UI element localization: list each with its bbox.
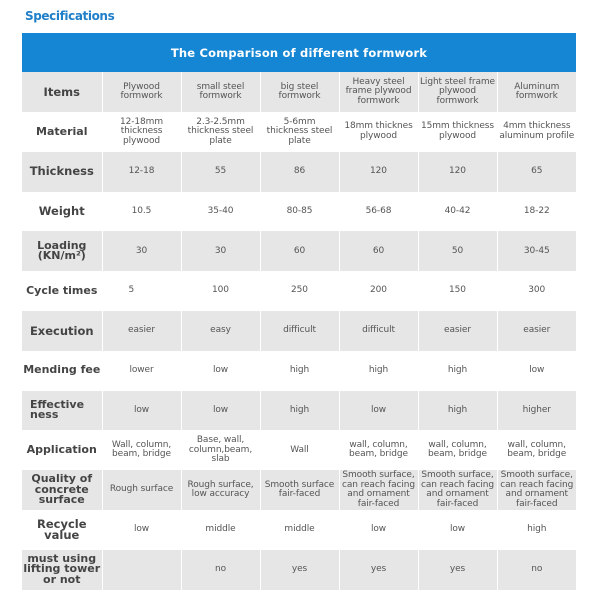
table-cell: 12-18mm thickness plywood (102, 112, 181, 152)
table-cell: high (260, 391, 339, 431)
table-cell: 30 (181, 231, 260, 271)
table-cell: 65 (497, 152, 576, 192)
table-cell: middle (181, 510, 260, 550)
row-label: Quality of concrete surface (22, 470, 102, 510)
table-cell: higher (497, 391, 576, 431)
table-cell: 120 (418, 152, 497, 192)
table-cell: easy (181, 311, 260, 351)
table-cell: low (181, 351, 260, 391)
table-cell: 200 (339, 271, 418, 311)
table-cell: 80-85 (260, 192, 339, 232)
table-cell: high (339, 351, 418, 391)
table-cell: low (497, 351, 576, 391)
table-cell: 10.5 (102, 192, 181, 232)
table-cell: high (260, 351, 339, 391)
table-cell: 30-45 (497, 231, 576, 271)
table-cell: low (339, 391, 418, 431)
table-cell: 4mm thickness aluminum profile (497, 112, 576, 152)
row-label: Execution (22, 311, 102, 351)
table-cell: wall, column, beam, bridge (339, 430, 418, 470)
row-label: Mending fee (22, 351, 102, 391)
formwork-table (22, 72, 576, 590)
table-cell: low (181, 391, 260, 431)
table-title: The Comparison of different formwork (22, 33, 576, 72)
table-cell: 30 (102, 231, 181, 271)
table-cell: 40-42 (418, 192, 497, 232)
row-label: must using lifting tower or not (22, 550, 102, 590)
row-label: Cycle times (22, 271, 102, 311)
table-row-cycle-times (22, 271, 576, 311)
table-cell: no (181, 550, 260, 590)
column-header: small steel formwork (181, 72, 260, 112)
table-cell: 86 (260, 152, 339, 192)
table-cell: yes (418, 550, 497, 590)
row-label: Effective ness (22, 391, 102, 431)
table-cell: 60 (260, 231, 339, 271)
table-cell: easier (418, 311, 497, 351)
table-row-execution (22, 311, 576, 351)
column-header: big steel formwork (260, 72, 339, 112)
table-cell: 150 (418, 271, 497, 311)
header-row (22, 72, 576, 112)
table-cell: wall, column, beam, bridge (497, 430, 576, 470)
table-cell (102, 550, 181, 590)
table-cell: easier (102, 311, 181, 351)
table-cell: Base, wall, column,beam, slab (181, 430, 260, 470)
table-row-material (22, 112, 576, 152)
table-cell: 60 (339, 231, 418, 271)
column-header: Aluminum formwork (497, 72, 576, 112)
table-cell: 15mm thickness plywood (418, 112, 497, 152)
table-cell: Smooth surface, can reach facing and ornament fair-faced (497, 470, 576, 510)
table-cell: 35-40 (181, 192, 260, 232)
column-header: Light steel frame plywood formwork (418, 72, 497, 112)
table-cell: 5 (102, 271, 181, 311)
table-cell: 12-18 (102, 152, 181, 192)
table-row-application (22, 430, 576, 470)
table-cell: 250 (260, 271, 339, 311)
row-label: Recycle value (22, 510, 102, 550)
table-row-lifting-tower (22, 550, 576, 590)
table-row-quality (22, 470, 576, 510)
column-header: Heavy steel frame plywood formwork (339, 72, 418, 112)
column-header: Plywood formwork (102, 72, 181, 112)
table-cell: easier (497, 311, 576, 351)
table-cell: lower (102, 351, 181, 391)
row-label: Weight (22, 192, 102, 232)
header-items-label: Items (22, 72, 102, 112)
table-row-mending-fee (22, 351, 576, 391)
table-row-loading (22, 231, 576, 271)
table-cell: low (418, 510, 497, 550)
table-cell: Smooth surface fair-faced (260, 470, 339, 510)
table-cell: 18-22 (497, 192, 576, 232)
table-cell: yes (260, 550, 339, 590)
table-cell: 56-68 (339, 192, 418, 232)
table-cell: Smooth surface, can reach facing and ornament fair-faced (418, 470, 497, 510)
table-cell: Rough surface, low accuracy (181, 470, 260, 510)
table-row-thickness (22, 152, 576, 192)
table-cell: middle (260, 510, 339, 550)
table-cell: 55 (181, 152, 260, 192)
row-label: Thickness (22, 152, 102, 192)
table-cell: no (497, 550, 576, 590)
table-cell: low (102, 510, 181, 550)
table-cell: 300 (497, 271, 576, 311)
comparison-table (22, 33, 576, 590)
table-row-recycle-value (22, 510, 576, 550)
table-cell: high (418, 351, 497, 391)
table-row-weight (22, 192, 576, 232)
table-cell: high (497, 510, 576, 550)
table-cell: 2.3-2.5mm thickness steel plate (181, 112, 260, 152)
table-cell: Rough surface (102, 470, 181, 510)
table-cell: 5-6mm thickness steel plate (260, 112, 339, 152)
table-cell: 120 (339, 152, 418, 192)
table-cell: low (339, 510, 418, 550)
table-cell: difficult (260, 311, 339, 351)
table-cell: 50 (418, 231, 497, 271)
table-cell: low (102, 391, 181, 431)
table-cell: yes (339, 550, 418, 590)
table-cell: high (418, 391, 497, 431)
table-cell: 18mm thicknes plywood (339, 112, 418, 152)
page-heading: Specifications (25, 9, 115, 23)
row-label: Loading (KN/m²) (22, 231, 102, 271)
table-cell: wall, column, beam, bridge (418, 430, 497, 470)
table-cell: Wall, column, beam, bridge (102, 430, 181, 470)
row-label: Material (22, 112, 102, 152)
table-cell: Smooth surface, can reach facing and ornament fair-faced (339, 470, 418, 510)
table-cell: Wall (260, 430, 339, 470)
table-cell: 100 (181, 271, 260, 311)
table-row-effectiveness (22, 391, 576, 431)
table-cell: difficult (339, 311, 418, 351)
row-label: Application (22, 430, 102, 470)
